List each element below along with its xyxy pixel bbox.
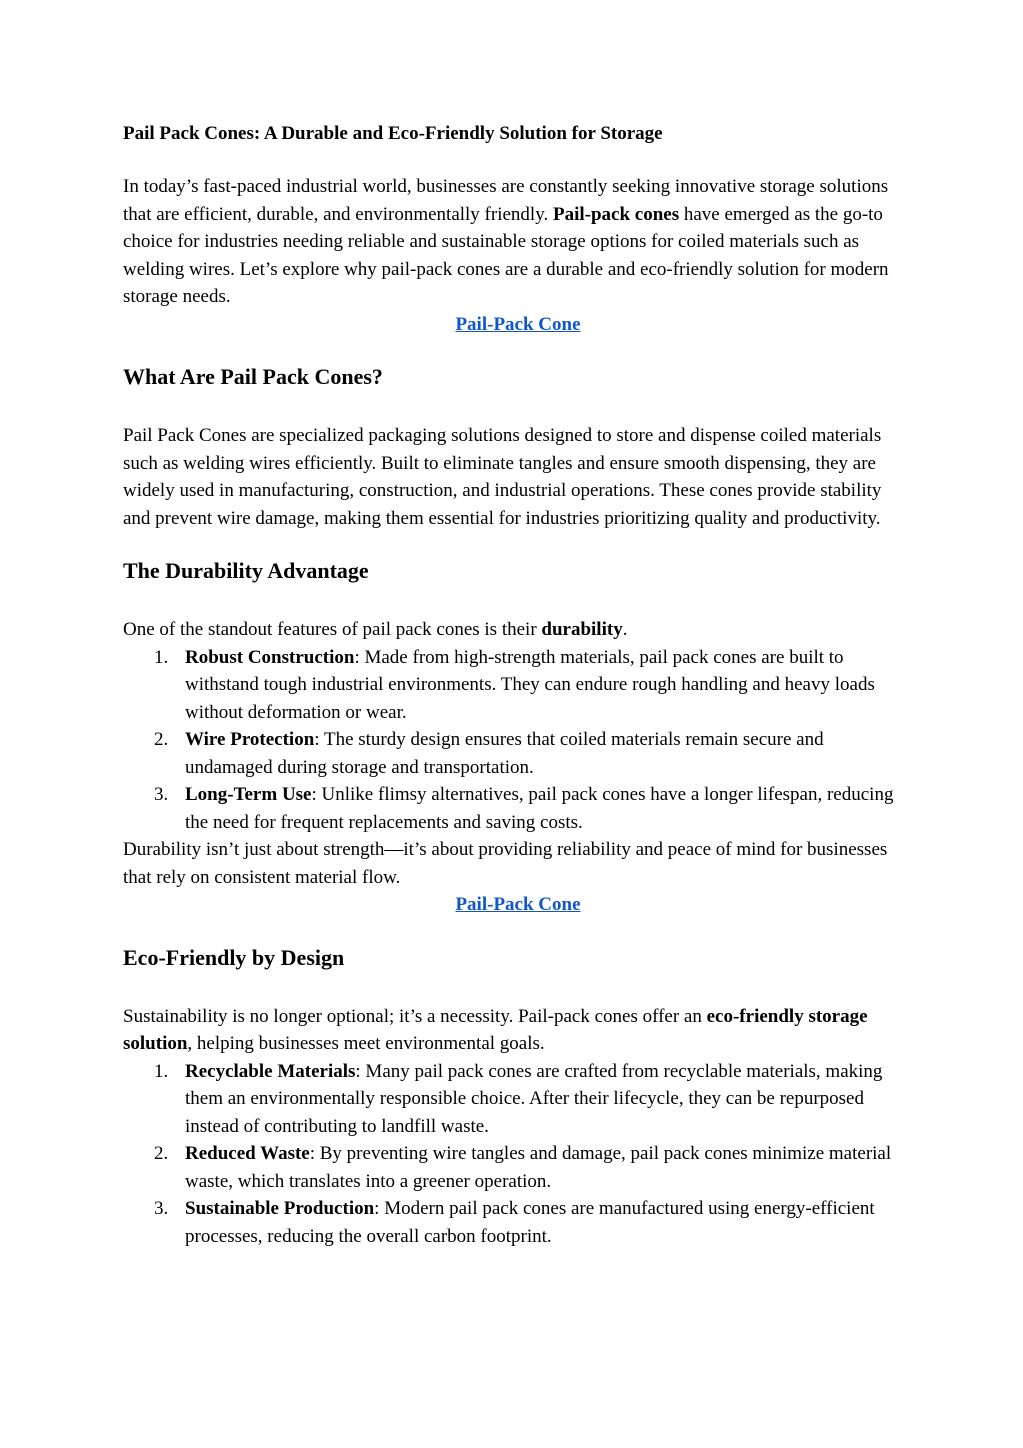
list-number: 1. xyxy=(154,1060,169,1082)
list-text: : Modern pail pack cones are manufactured using energy-efficient processes, reducing the overall carbon footprint. xyxy=(185,1198,875,1247)
list-text: : By preventing wire tangles and damage, pail pack cones minimize material waste, which translates into a greener operation. xyxy=(185,1143,892,1192)
list-term: Robust Construction xyxy=(185,646,355,668)
section2-closing: Durability isn’t just about strength—it’s about providing reliability and peace of mind for businesses that rely on consistent material flow. xyxy=(123,839,888,888)
section3-lead-before: Sustainability is no longer optional; it’s a necessity. Pail-pack cones offer an xyxy=(123,1005,707,1027)
section3-lead-after: , helping businesses meet environmental goals. xyxy=(187,1033,545,1054)
list-term: Long-Term Use xyxy=(185,784,312,805)
eco-list xyxy=(123,1058,913,1251)
list-number: 2. xyxy=(154,1143,169,1164)
section-heading-durability: The Durability Advantage xyxy=(123,558,369,583)
list-number: 3. xyxy=(154,1198,169,1219)
section-heading-what-are: What Are Pail Pack Cones? xyxy=(123,364,383,389)
list-item xyxy=(123,1140,913,1195)
intro-paragraph xyxy=(123,173,913,311)
list-term: Reduced Waste xyxy=(185,1143,310,1164)
durability-list xyxy=(123,644,913,837)
intro-text-before: In today’s fast-paced industrial world, businesses are constantly seeking innovative storage solutions that are efficient, durable, and environmentally friendly. xyxy=(123,176,889,225)
section2-lead-bold: durability xyxy=(541,619,623,640)
list-item xyxy=(123,644,913,727)
link-line-2 xyxy=(123,891,913,919)
section-heading-eco-friendly: Eco-Friendly by Design xyxy=(123,944,345,970)
list-item xyxy=(123,781,913,836)
link-line-1 xyxy=(123,311,913,339)
document-content xyxy=(123,120,913,1250)
pail-pack-cone-link-1[interactable]: Pail-Pack Cone xyxy=(455,313,581,335)
section3-lead xyxy=(123,1003,913,1058)
list-term: Sustainable Production xyxy=(185,1198,375,1219)
list-item xyxy=(123,726,913,781)
list-number: 1. xyxy=(154,646,169,668)
intro-text-after: have emerged as the go-to choice for industries needing reliable and sustainable storage options for coiled materials such as welding wires. Let’s explore why pail-pack cones are a durable and eco-friendly solution for modern storage needs. xyxy=(123,203,889,307)
section3-lead-bold: eco-friendly storage solution xyxy=(123,1005,868,1054)
list-text: : Made from high-strength materials, pail pack cones are built to withstand tough industrial environments. They can endure rough handling and heavy loads without deformation or wear. xyxy=(185,646,875,723)
list-item xyxy=(123,1058,913,1141)
section2-lead xyxy=(123,616,913,644)
list-text: : Unlike flimsy alternatives, pail pack cones have a longer lifespan, reducing the need for frequent replacements and saving costs. xyxy=(185,784,894,833)
list-text: : The sturdy design ensures that coiled materials remain secure and undamaged during storage and transportation. xyxy=(185,729,824,778)
section2-lead-before: One of the standout features of pail pack cones is their xyxy=(123,619,542,640)
list-number: 2. xyxy=(154,729,169,750)
section2-lead-after: . xyxy=(622,619,628,640)
list-text: : Many pail pack cones are crafted from recyclable materials, making them an environmentally responsible choice. After their lifecycle, they can be repurposed instead of contributing to landfill waste. xyxy=(185,1060,883,1137)
intro-bold: Pail-pack cones xyxy=(552,203,680,225)
list-item xyxy=(123,1195,913,1250)
document-title: Pail Pack Cones: A Durable and Eco-Friendly Solution for Storage xyxy=(123,123,663,144)
list-term: Recyclable Materials xyxy=(185,1060,356,1082)
section1-paragraph: Pail Pack Cones are specialized packaging solutions designed to store and dispense coiled materials such as welding wires efficiently. Built to eliminate tangles and ensure smooth dispensing, they are widely used in manufacturing, construction, and industrial operations. These cones provide stability and prevent wire damage, making them essential for industries prioritizing quality and productivity. xyxy=(123,425,882,529)
list-number: 3. xyxy=(154,784,169,805)
list-term: Wire Protection xyxy=(185,729,315,750)
pail-pack-cone-link-2[interactable]: Pail-Pack Cone xyxy=(455,894,581,915)
